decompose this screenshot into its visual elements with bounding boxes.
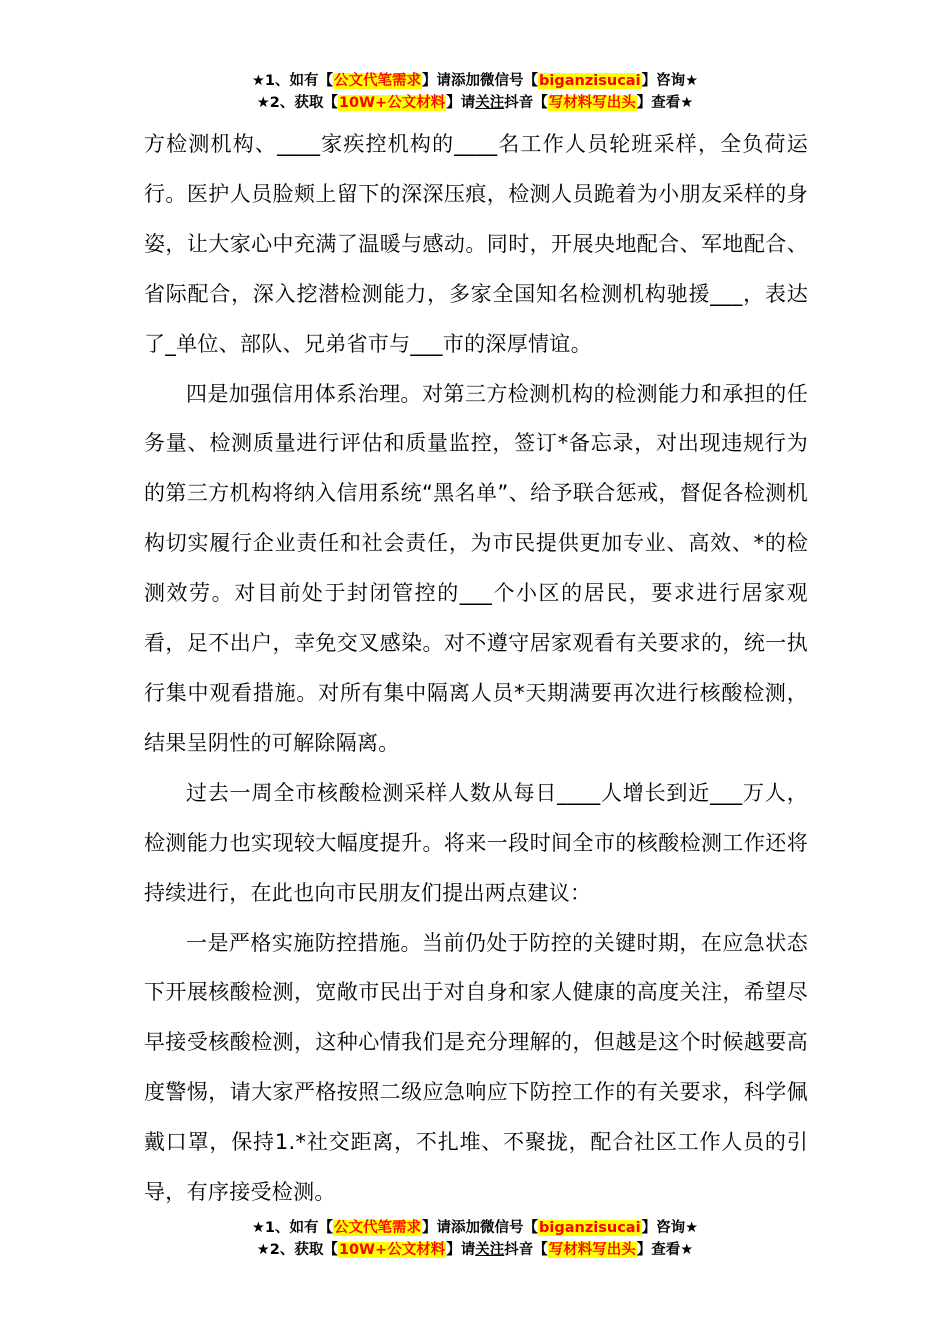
banner-text: 】请 — [422, 73, 452, 89]
document-body — [144, 120, 808, 1218]
header-banner — [0, 70, 950, 114]
paragraph-testing-growth: 过去一周全市核酸检测采样人数从每日____人增长到近___万人，检测能力也实现较大幅度提升。将来一段时间全市的核酸检测工作还将持续进行，在此也向市民朋友们提出两点建议： — [144, 780, 808, 905]
banner-text: ★2、获取【 — [256, 1242, 338, 1258]
banner-line-materials — [0, 92, 950, 114]
highlight-writing-service: 公文代笔需求 — [334, 73, 422, 89]
banner-text: 微信号【 — [480, 73, 539, 89]
highlight-writing-service: 公文代笔需求 — [334, 1220, 422, 1236]
banner-text: ★2、获取【 — [256, 95, 338, 111]
banner-text: 】咨询★ — [641, 1220, 699, 1236]
highlight-materials: 10W+公文材料 — [338, 1242, 446, 1258]
highlight-douyin-account: 写材料写出头 — [548, 1242, 636, 1258]
highlight-wechat-id: biganzisucai — [539, 1220, 641, 1236]
banner-line-writing-service — [0, 70, 950, 92]
paragraph-testing-staff: 方检测机构、____家疾控机构的____名工作人员轮班采样，全负荷运行。医护人员脸颊上留下的深深压痕，检测人员跪着为小朋友采样的身姿，让大家心中充满了温暖与感动。同时，开展央地配合、军地配合、省际配合，深入挖潜检测能力，多家全国知名检测机构驰援___，表达了_单位、部队、兄弟省市与___市的深厚情谊。 — [144, 132, 808, 356]
highlight-wechat-id: biganzisucai — [539, 73, 641, 89]
footer-banner — [0, 1217, 950, 1261]
banner-text: 关注 — [475, 1242, 505, 1258]
banner-text: 添加 — [451, 73, 481, 89]
banner-text: 】查看★ — [636, 1242, 694, 1258]
banner-text: 】请 — [422, 1220, 452, 1236]
banner-text: 抖音【 — [504, 95, 548, 111]
banner-line-materials — [0, 1239, 950, 1261]
paragraph-prevention-measures: 一是严格实施防控措施。当前仍处于防控的关键时期，在应急状态下开展核酸检测，宽敞市民出于对自身和家人健康的高度关注，希望尽早接受核酸检测，这种心情我们是充分理解的，但越是这个时候越要高度警惕，请大家严格按照二级应急响应下防控工作的有关要求，科学佩戴口罩，保持1.*社交距离，不扎堆、不聚拢，配合社区工作人员的引导，有序接受检测。 — [144, 930, 808, 1205]
paragraph-credit-system: 四是加强信用体系治理。对第三方检测机构的检测能力和承担的任务量、检测质量进行评估和质量监控，签订*备忘录，对出现违规行为的第三方机构将纳入信用系统“黑名单”、给予联合惩戒，督促各检测机构切实履行企业责任和社会责任，为市民提供更加专业、高效、*的检测效劳。对目前处于封闭管控的___个小区的居民，要求进行居家观看，足不出户，幸免交叉感染。对不遵守居家观看有关要求的，统一执行集中观看措施。对所有集中隔离人员*天期满要再次进行核酸检测，结果呈阴性的可解除隔离。 — [144, 381, 808, 755]
banner-text: ★1、如有【 — [251, 73, 334, 89]
banner-text: 微信号【 — [480, 1220, 539, 1236]
banner-text: ★1、如有【 — [251, 1220, 334, 1236]
highlight-douyin-account: 写材料写出头 — [548, 95, 636, 111]
banner-text: 添加 — [451, 1220, 481, 1236]
banner-text: 关注 — [475, 95, 505, 111]
banner-text: 抖音【 — [504, 1242, 548, 1258]
banner-text: 】查看★ — [636, 95, 694, 111]
highlight-materials: 10W+公文材料 — [338, 95, 446, 111]
banner-text: 】请 — [446, 1242, 476, 1258]
banner-text: 】请 — [446, 95, 476, 111]
banner-text: 】咨询★ — [641, 73, 699, 89]
banner-line-writing-service — [0, 1217, 950, 1239]
